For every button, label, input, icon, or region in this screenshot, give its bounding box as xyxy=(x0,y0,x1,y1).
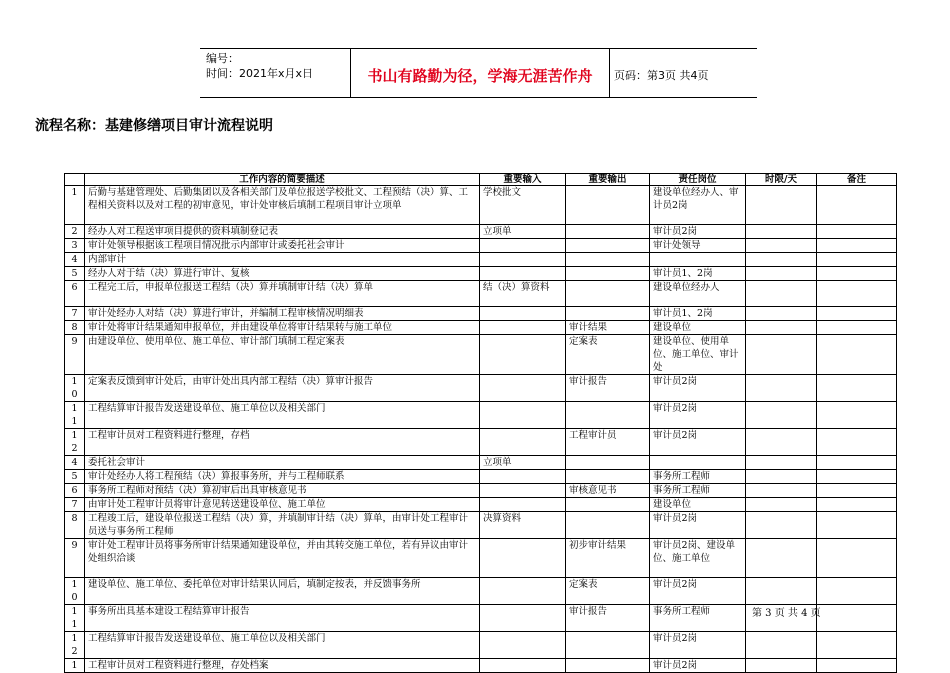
row-role: 建设单位、使用单位、施工单位、审计处 xyxy=(650,335,746,375)
row-output: 工程审计员 xyxy=(566,429,650,456)
row-output xyxy=(566,307,650,321)
row-output xyxy=(566,632,650,659)
row-number: 8 xyxy=(65,321,85,335)
row-note xyxy=(817,456,897,470)
row-output xyxy=(566,512,650,539)
row-limit xyxy=(746,335,817,375)
row-number: 9 xyxy=(65,335,85,375)
row-limit xyxy=(746,632,817,659)
row-role: 审计员2岗 xyxy=(650,632,746,659)
row-note xyxy=(817,512,897,539)
row-note xyxy=(817,225,897,239)
row-description: 后勤与基建管理处、后勤集团以及各相关部门及单位报送学校批文、工程预结（决）算、工程相关资料以及对工程的初审意见，审计处审核后填制工程项目审计立项单 xyxy=(85,186,480,225)
row-output xyxy=(566,659,650,673)
row-note xyxy=(817,321,897,335)
row-description: 工程结算审计报告发送建设单位、施工单位以及相关部门 xyxy=(85,402,480,429)
row-number: 1 1 xyxy=(65,402,85,429)
row-limit xyxy=(746,186,817,225)
row-input xyxy=(480,307,566,321)
row-output xyxy=(566,239,650,253)
table-row xyxy=(65,375,897,402)
row-limit xyxy=(746,225,817,239)
column-header-description: 工作内容的简要描述 xyxy=(85,174,480,186)
row-limit xyxy=(746,484,817,498)
row-role: 审计员2岗 xyxy=(650,659,746,673)
row-note xyxy=(817,281,897,307)
table-row xyxy=(65,253,897,267)
table-row xyxy=(65,239,897,253)
row-description: 审计处经办人将工程预结（决）算报事务所，并与工程师联系 xyxy=(85,470,480,484)
column-header-limit: 时限/天 xyxy=(746,174,817,186)
row-input: 学校批文 xyxy=(480,186,566,225)
row-note xyxy=(817,498,897,512)
row-note xyxy=(817,186,897,225)
row-note xyxy=(817,659,897,673)
column-header-note: 备注 xyxy=(817,174,897,186)
row-output: 审计结果 xyxy=(566,321,650,335)
page-header xyxy=(200,48,757,98)
table-row xyxy=(65,402,897,429)
row-role: 审计员1、2岗 xyxy=(650,267,746,281)
document-number: 编号： xyxy=(206,52,239,65)
row-role: 审计员2岗 xyxy=(650,402,746,429)
row-note xyxy=(817,375,897,402)
row-number: 1 xyxy=(65,186,85,225)
table-row xyxy=(65,307,897,321)
table-row xyxy=(65,484,897,498)
row-role: 审计员2岗 xyxy=(650,429,746,456)
column-header-no xyxy=(65,174,85,186)
row-output xyxy=(566,281,650,307)
row-input xyxy=(480,335,566,375)
row-role: 事务所工程师 xyxy=(650,470,746,484)
row-role: 审计员2岗 xyxy=(650,512,746,539)
row-output xyxy=(566,470,650,484)
row-number: 1 xyxy=(65,659,85,673)
table-row xyxy=(65,321,897,335)
header-page-number: 页码：第3页 共4页 xyxy=(614,69,709,82)
row-input xyxy=(480,375,566,402)
row-output xyxy=(566,456,650,470)
row-output: 审核意见书 xyxy=(566,484,650,498)
row-description: 工程结算审计报告发送建设单位、施工单位以及相关部门 xyxy=(85,632,480,659)
table-row xyxy=(65,335,897,375)
row-note xyxy=(817,402,897,429)
row-input xyxy=(480,253,566,267)
row-number: 7 xyxy=(65,498,85,512)
row-input xyxy=(480,267,566,281)
header-meta xyxy=(206,51,313,81)
row-output: 定案表 xyxy=(566,335,650,375)
row-note xyxy=(817,429,897,456)
row-input xyxy=(480,632,566,659)
row-input xyxy=(480,429,566,456)
table-row xyxy=(65,578,897,605)
row-input: 决算资料 xyxy=(480,512,566,539)
row-description: 审计处领导根据该工程项目情况批示内部审计或委托社会审计 xyxy=(85,239,480,253)
row-description: 经办人对工程送审项目提供的资料填制登记表 xyxy=(85,225,480,239)
column-header-input: 重要输入 xyxy=(480,174,566,186)
row-limit xyxy=(746,429,817,456)
row-note xyxy=(817,307,897,321)
row-limit xyxy=(746,470,817,484)
table-row xyxy=(65,456,897,470)
table-row xyxy=(65,539,897,578)
row-limit xyxy=(746,253,817,267)
row-limit xyxy=(746,402,817,429)
row-number: 8 xyxy=(65,512,85,539)
table-row xyxy=(65,498,897,512)
row-number: 1 2 xyxy=(65,632,85,659)
row-input xyxy=(480,239,566,253)
table-row xyxy=(65,512,897,539)
document-time: 时间：2021年x月x日 xyxy=(206,67,314,80)
document-title: 流程名称：基建修缮项目审计流程说明 xyxy=(35,118,273,134)
row-note xyxy=(817,484,897,498)
process-table xyxy=(64,173,897,673)
row-description: 内部审计 xyxy=(85,253,480,267)
row-description: 由建设单位、使用单位、施工单位、审计部门填制工程定案表 xyxy=(85,335,480,375)
row-number: 1 0 xyxy=(65,375,85,402)
row-output xyxy=(566,267,650,281)
row-input xyxy=(480,498,566,512)
row-role xyxy=(650,253,746,267)
row-number: 4 xyxy=(65,253,85,267)
row-input: 结（决）算资料 xyxy=(480,281,566,307)
row-number: 4 xyxy=(65,456,85,470)
header-motto: 书山有路勤为径，学海无涯苦作舟 xyxy=(367,67,593,85)
table-row xyxy=(65,632,897,659)
row-input xyxy=(480,470,566,484)
row-limit xyxy=(746,267,817,281)
row-limit xyxy=(746,578,817,605)
row-limit xyxy=(746,512,817,539)
row-description: 由审计处工程审计员将审计意见转送建设单位、施工单位 xyxy=(85,498,480,512)
row-note xyxy=(817,239,897,253)
column-header-output: 重要输出 xyxy=(566,174,650,186)
row-number: 6 xyxy=(65,281,85,307)
row-note xyxy=(817,253,897,267)
row-output xyxy=(566,498,650,512)
row-output: 初步审计结果 xyxy=(566,539,650,578)
row-description: 定案表反馈到审计处后，由审计处出具内部工程结（决）算审计报告 xyxy=(85,375,480,402)
row-limit xyxy=(746,456,817,470)
header-motto-box xyxy=(350,49,610,97)
row-description: 审计处经办人对结（决）算进行审计，并编制工程审核情况明细表 xyxy=(85,307,480,321)
row-role: 审计员1、2岗 xyxy=(650,307,746,321)
row-number: 7 xyxy=(65,307,85,321)
table-row xyxy=(65,267,897,281)
row-description: 工程完工后，申报单位报送工程结（决）算并填制审计结（决）算单 xyxy=(85,281,480,307)
row-output: 定案表 xyxy=(566,578,650,605)
row-output: 审计报告 xyxy=(566,375,650,402)
row-limit xyxy=(746,375,817,402)
row-role: 事务所工程师 xyxy=(650,605,746,632)
table-row xyxy=(65,659,897,673)
row-input xyxy=(480,484,566,498)
row-number: 2 xyxy=(65,225,85,239)
table-row xyxy=(65,225,897,239)
row-role: 建设单位经办人 xyxy=(650,281,746,307)
row-note xyxy=(817,267,897,281)
row-description: 事务所工程师对预结（决）算初审后出具审核意见书 xyxy=(85,484,480,498)
page-footer: 第 3 页 共 4 页 xyxy=(752,608,821,619)
row-role: 事务所工程师 xyxy=(650,484,746,498)
row-output xyxy=(566,186,650,225)
row-note xyxy=(817,578,897,605)
row-input xyxy=(480,578,566,605)
row-role: 审计处领导 xyxy=(650,239,746,253)
row-description: 审计处工程审计员将事务所审计结果通知建设单位，并由其转交施工单位，若有异议由审计处组织洽谈 xyxy=(85,539,480,578)
row-limit xyxy=(746,539,817,578)
row-number: 1 0 xyxy=(65,578,85,605)
row-role: 建设单位 xyxy=(650,498,746,512)
column-header-role: 责任岗位 xyxy=(650,174,746,186)
table-header-row xyxy=(65,174,897,186)
row-role: 审计员2岗 xyxy=(650,578,746,605)
row-description: 事务所出具基本建设工程结算审计报告 xyxy=(85,605,480,632)
row-role: 审计员2岗、建设单位、施工单位 xyxy=(650,539,746,578)
row-output: 审计报告 xyxy=(566,605,650,632)
row-number: 6 xyxy=(65,484,85,498)
row-role: 建设单位经办人、审计员2岗 xyxy=(650,186,746,225)
row-number: 5 xyxy=(65,470,85,484)
row-description: 工程审计员对工程资料进行整理，存档 xyxy=(85,429,480,456)
row-note xyxy=(817,470,897,484)
row-note xyxy=(817,335,897,375)
row-output xyxy=(566,253,650,267)
row-note xyxy=(817,632,897,659)
row-limit xyxy=(746,281,817,307)
table-row xyxy=(65,470,897,484)
table-row xyxy=(65,429,897,456)
row-role: 建设单位 xyxy=(650,321,746,335)
row-input xyxy=(480,321,566,335)
row-limit xyxy=(746,307,817,321)
row-number: 9 xyxy=(65,539,85,578)
row-input xyxy=(480,659,566,673)
row-description: 工程审计员对工程资料进行整理，存处档案 xyxy=(85,659,480,673)
row-description: 委托社会审计 xyxy=(85,456,480,470)
row-description: 经办人对于结（决）算进行审计、复核 xyxy=(85,267,480,281)
row-limit xyxy=(746,659,817,673)
table-row xyxy=(65,281,897,307)
row-number: 5 xyxy=(65,267,85,281)
table-row xyxy=(65,186,897,225)
row-number: 3 xyxy=(65,239,85,253)
row-description: 审计处将审计结果通知申报单位，并由建设单位将审计结果转与施工单位 xyxy=(85,321,480,335)
row-number: 1 1 xyxy=(65,605,85,632)
row-limit xyxy=(746,239,817,253)
row-limit xyxy=(746,498,817,512)
row-note xyxy=(817,539,897,578)
row-input xyxy=(480,539,566,578)
row-input: 立项单 xyxy=(480,225,566,239)
row-role: 审计员2岗 xyxy=(650,225,746,239)
row-input: 立项单 xyxy=(480,456,566,470)
row-input xyxy=(480,605,566,632)
row-role: 审计员2岗 xyxy=(650,375,746,402)
row-output xyxy=(566,225,650,239)
row-description: 建设单位、施工单位、委托单位对审计结果认同后，填制定按表，并反馈事务所 xyxy=(85,578,480,605)
row-note xyxy=(817,605,897,632)
row-output xyxy=(566,402,650,429)
row-role xyxy=(650,456,746,470)
row-number: 1 2 xyxy=(65,429,85,456)
row-input xyxy=(480,402,566,429)
row-limit xyxy=(746,321,817,335)
row-description: 工程竣工后，建设单位报送工程结（决）算，并填制审计结（决）算单，由审计处工程审计员送与事务所工程师 xyxy=(85,512,480,539)
